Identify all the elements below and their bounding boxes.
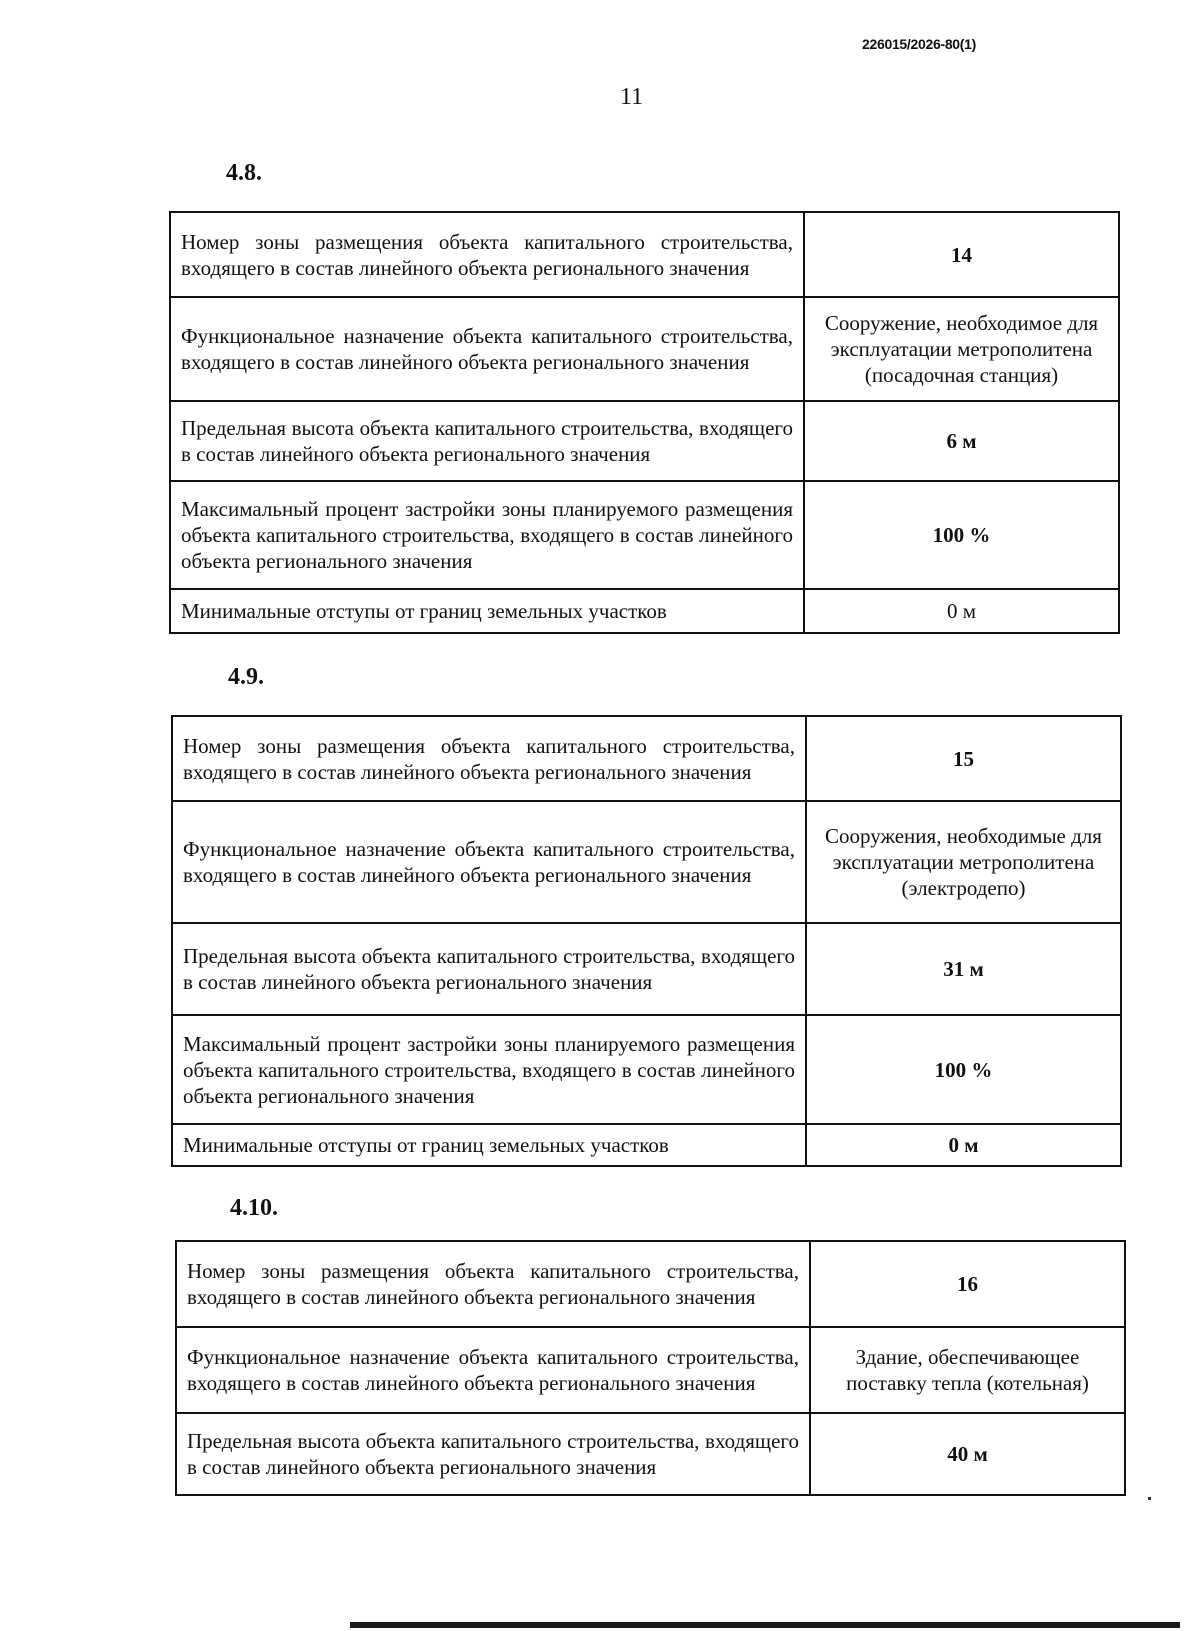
row-label: Предельная высота объекта капитального строительства, входящего в состав линейного объекта регионального значения: [172, 923, 806, 1015]
table-row: [170, 589, 1119, 633]
row-value: 31 м: [806, 923, 1121, 1015]
row-value: 15: [806, 716, 1121, 801]
row-value: Сооружения, необходимые для эксплуатации метрополитена (электродепо): [806, 801, 1121, 923]
section-heading-4-10: 4.10.: [230, 1195, 278, 1221]
table-row: [170, 481, 1119, 589]
row-value: 40 м: [810, 1413, 1125, 1495]
params-table-zone-15: [171, 715, 1122, 1167]
params-table-zone-16: [175, 1240, 1126, 1496]
row-label: Предельная высота объекта капитального строительства, входящего в состав линейного объекта регионального значения: [176, 1413, 810, 1495]
row-label: Минимальные отступы от границ земельных участков: [170, 589, 804, 633]
table-row: [176, 1413, 1125, 1495]
document-number: 226015/2026-80(1): [862, 36, 976, 52]
row-label: Функциональное назначение объекта капитального строительства, входящего в состав линейного объекта регионального значения: [170, 297, 804, 401]
table-row: [172, 1124, 1121, 1166]
row-label: Предельная высота объекта капитального строительства, входящего в состав линейного объекта регионального значения: [170, 401, 804, 481]
row-value: 0 м: [804, 589, 1119, 633]
row-value: 100 %: [806, 1015, 1121, 1124]
table-row: [170, 401, 1119, 481]
row-value: 6 м: [804, 401, 1119, 481]
scan-edge-line: [350, 1622, 1180, 1628]
row-label: Номер зоны размещения объекта капитального строительства, входящего в состав линейного объекта регионального значения: [176, 1241, 810, 1327]
row-label: Номер зоны размещения объекта капитального строительства, входящего в состав линейного объекта регионального значения: [170, 212, 804, 297]
table-row: [172, 801, 1121, 923]
table-row: [170, 212, 1119, 297]
table-row: [172, 923, 1121, 1015]
table-row: [176, 1241, 1125, 1327]
table-row: [172, 1015, 1121, 1124]
row-value: 100 %: [804, 481, 1119, 589]
row-value: 14: [804, 212, 1119, 297]
page-number: 11: [620, 84, 644, 110]
row-value: 0 м: [806, 1124, 1121, 1166]
table-row: [170, 297, 1119, 401]
section-heading-4-9: 4.9.: [228, 664, 264, 690]
row-label: Функциональное назначение объекта капитального строительства, входящего в состав линейного объекта регионального значения: [176, 1327, 810, 1413]
row-label: Минимальные отступы от границ земельных участков: [172, 1124, 806, 1166]
row-value: Здание, обеспечивающее поставку тепла (котельная): [810, 1327, 1125, 1413]
table-row: [172, 716, 1121, 801]
table-row: [176, 1327, 1125, 1413]
row-label: Номер зоны размещения объекта капитального строительства, входящего в состав линейного объекта регионального значения: [172, 716, 806, 801]
row-value: Сооружение, необходимое для эксплуатации метрополитена (посадочная станция): [804, 297, 1119, 401]
section-heading-4-8: 4.8.: [226, 160, 262, 186]
params-table-zone-14: [169, 211, 1120, 634]
row-label: Максимальный процент застройки зоны планируемого размещения объекта капитального строительства, входящего в состав линейного объекта регионального значения: [172, 1015, 806, 1124]
row-label: Максимальный процент застройки зоны планируемого размещения объекта капитального строительства, входящего в состав линейного объекта регионального значения: [170, 481, 804, 589]
scan-speck: [1148, 1497, 1151, 1500]
row-value: 16: [810, 1241, 1125, 1327]
row-label: Функциональное назначение объекта капитального строительства, входящего в состав линейного объекта регионального значения: [172, 801, 806, 923]
